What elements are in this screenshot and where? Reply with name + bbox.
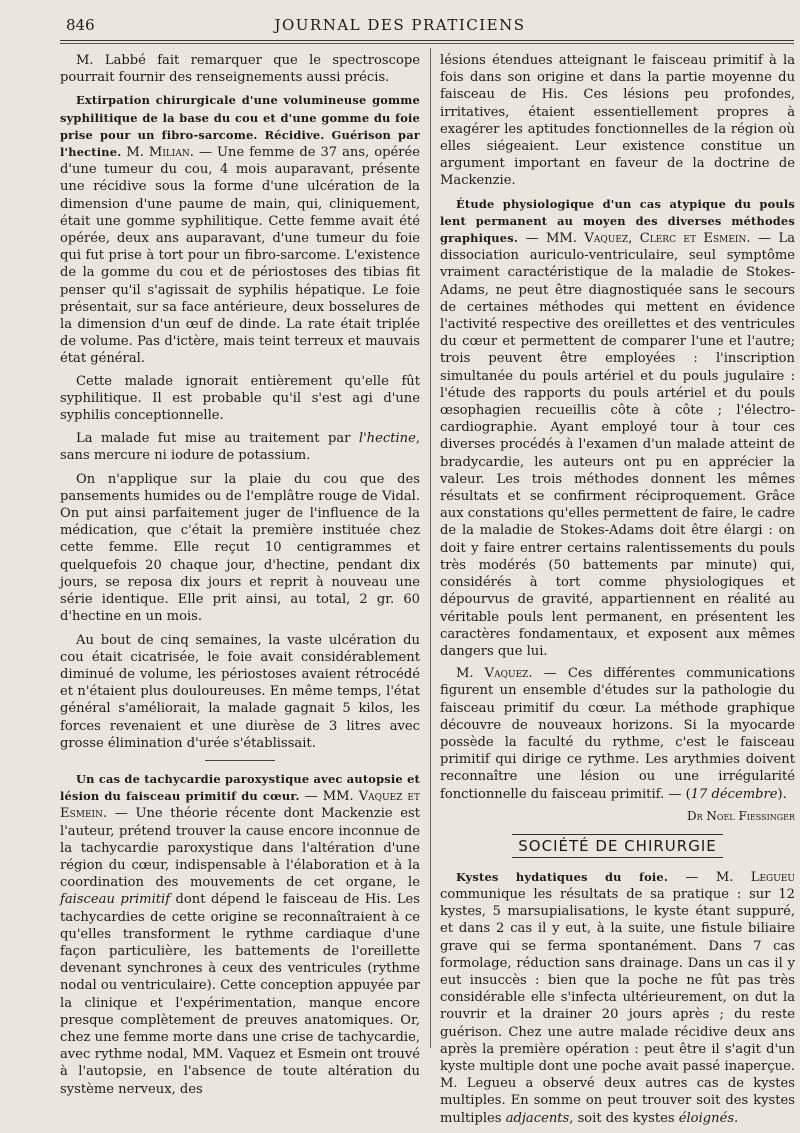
header-rule-thin	[60, 43, 794, 44]
traitement-paragraph	[60, 430, 420, 464]
kystes-author: — M. Legueu	[685, 869, 795, 885]
column-divider	[430, 48, 431, 1048]
ignorait-paragraph: Cette malade ignorait entièrement qu'elle fût syphilitique. Il est probable qu'il s'est agi d'une syphilis conceptionnelle.	[60, 373, 420, 424]
page-number: 846	[66, 16, 95, 34]
kystes-text-mid: , soit des kystes	[569, 1110, 679, 1126]
traitement-text-end: , sans mercure ni iodure de potassium.	[60, 431, 420, 464]
case2-continuation: lésions étendues atteignant le faisceau primitif à la fois dans son origine et dans la partie moyenne du faisceau de His. Ces lésions peu profondes, irritatives, étaient essentiellement propres à exagérer les aptitudes fonctionnelles de la région où elles siégeaient. Leur existence constitue un argument important en faveur de la doctrine de Mackenzie.	[440, 53, 795, 189]
vaquez-text-end: ).	[777, 786, 787, 802]
author-signature: Dr Noel Fiessinger	[686, 808, 795, 823]
right-column	[440, 52, 795, 1133]
cinq-semaines-paragraph: Au bout de cinq semaines, la vaste ulcération du cou était cicatrisée, le foie avait considérablement diminué de volume, les périostoses avaient rétrocédé et n'étaient plus douloureuses. En même temps, l'état général s'améliorait, la malade gagnait 5 kilos, les forces revenaient et une diurèse de 3 litres avec grosse élimination d'urée s'établissait.	[60, 632, 420, 751]
kystes-paragraph	[440, 869, 795, 1127]
journal-title: JOURNAL DES PRATICIENS	[274, 16, 526, 34]
case1-author: M. Milian.	[126, 145, 194, 161]
applique-paragraph: On n'applique sur la plaie du cou que des pansements humides ou de l'emplâtre rouge de Vidal. On put ainsi parfaitement juger de l'influence de la médication, que c'était la première instituée chez cette femme. Elle reçut 10 centigrammes et quelquefois 20 chaque jour, d'hectine, pendant dix jours, se reposa dix jours et reprit à nouveau une série identique. Elle prit ainsi, au total, 2 gr. 60 d'hectine en un mois.	[60, 471, 420, 625]
case2-text: — Une théorie récente dont Mackenzie est l'auteur, prétend trouver la cause encore inconnue de la tachycardie paroxystique dans l'altération d'une région du cœur, indispensable à l'élaboration et à la coordination des mouvements de cet organe, le	[60, 806, 420, 891]
kystes-text-end: .	[734, 1110, 739, 1126]
adjacents-italic: adjacents	[505, 1110, 570, 1126]
case1-paragraph	[60, 92, 420, 367]
header-rule	[60, 40, 794, 41]
vaquez-text: — Ces différentes communications figurent un ensemble d'études sur la pathologie du faisceau primitif du cœur. La méthode graphique découvre de nouveaux horizons. Si la myocarde possède la faculté du rythme, c'est le faisceau primitif qui dirige ce rythme. Les arythmies doivent reconnaître une lésion ou une irrégularité fonctionnelle du faisceau primitif. — (	[440, 666, 795, 802]
case3-text: — La dissociation auriculo-ventriculaire, seul symptôme vraiment caractéristique de la maladie de Stokes-Adams, ne peut être diagnostiquée sans le secours de certaines méthodes qui mettent en évidence l'activité respective des oreillettes et des ventricules du cœur et permettent de comparer l'une et l'autre; trois peuvent être employées : l'inscription simultanée du pouls artériel et du pouls jugulaire : l'étude des rapports du pouls artériel et du pouls œsophagien recueillis côte à côte ; l'électro-cardiographie. Ayant employé tour à tour ces diverses procédés à l'examen d'un malade atteint de bradycardie, les auteurs ont pu en apprécier la valeur. Les trois méthodes donnent les mêmes résultats et se confirment réciproquement. Grâce aux constations qu'elles permettent de faire, le cadre de la maladie de Stokes-Adams doit être élargi : on doit y faire entrer certains ralentissements du pouls très modérés (50 battements par minute) qui, considérés à tort comme physiologiques et dépourvus de gravité, appartiennent en réalité au véritable pouls lent permanent, en présentent les caractères fondamentaux, et exposent aux mêmes dangers que lui.	[440, 231, 796, 659]
case1-text: — Une femme de 37 ans, opérée d'une tumeur du cou, 4 mois auparavant, présente une récidive sous la forme d'une ulcération de la dimension d'une paume de main, qui, cliniquement, était une gomme syphilitique. Cette femme avait été opérée, deux ans auparavant, d'une tumeur du foie qui fut prise à tort pour un fibro-sarcome. L'existence de la gomme du cou et de périostoses des tibias fit penser qu'il s'agissait de syphilis hépatique. Le foie présentait, sur sa face antérieure, deux bosselures de la dimension d'un œuf de dinde. La rate était triplée de volume. Pas d'ictère, mais teint terreux et mauvais état général.	[60, 145, 420, 367]
left-column	[60, 52, 420, 1103]
section-title-text: SOCIÉTÉ DE CHIRURGIE	[512, 834, 722, 858]
kystes-heading: Kystes hydatiques du foie.	[456, 869, 669, 884]
case3-heading: Étude physiologique d'un cas atypique du pouls lent permanent au moyen des diverses méthodes graphiques.	[440, 196, 795, 246]
case2-heading: Un cas de tachycardie paroxystique avec autopsie et lésion du faisceau primitif du cœur.	[60, 771, 420, 804]
case1-heading: Extirpation chirurgicale d'une volumineuse gomme syphilitique de la base du cou et d'une gomme du foie prise pour un fibro-sarcome. Récidive. Guérison par l'hectine.	[60, 93, 420, 160]
case3-authors: — MM. Vaquez, Clerc et Esmein.	[525, 231, 751, 247]
eloignes-italic: éloignés	[678, 1110, 735, 1126]
vaquez-paragraph	[440, 665, 795, 803]
kystes-text: communique les résultats de sa pratique : sur 12 kystes, 5 marsupialisations, le kyste étant suppuré, et dans 2 cas il y eut, à la suite, une fistule biliaire grave qui se ferma spontanément. Dans 7 cas formolage, réduction sans drainage. Dans un cas il y eut insuccès : bien que la poche ne fût pas très considérable elle s'infecta ultérieurement, on dut la rouvrir et la drainer 20 jours après ; du reste guérison. Chez une autre malade récidive deux ans après la première opération : peut être il s'agit d'un kyste multiple dont une poche avait passé inaperçue. M. Legueu a observé deux autres cas de kystes multiples. En somme on peut trouver soit des kystes multiples	[440, 886, 795, 1126]
section-title	[440, 837, 795, 855]
traitement-text: La malade fut mise au traitement par	[76, 431, 359, 447]
case2-paragraph	[60, 771, 420, 1098]
case2-authors: — MM. Vaquez et Esmein.	[60, 789, 420, 822]
case2-text-rest: dont dépend le faisceau de His. Les tachycardies de cette origine se reconnaîtraient à ce qu'elles transforment le rythme cardiaque d'une façon particulière, les battements de l'oreillette devenant synchrones à ceux des ventricules (rythme nodal ou ventriculaire). Cette conception appuyée par la clinique et l'expérimentation, manque encore presque complètement de preuves anatomiques. Or, chez une femme morte dans une crise de tachycardie, avec rythme nodal, MM. Vaquez et Esmein ont trouvé à l'autopsie, en l'absence de toute altération du système nerveux, des	[60, 892, 420, 1097]
faisceau-italic: faisceau primitif	[60, 892, 171, 908]
section-separator	[205, 760, 275, 761]
labbe-paragraph: M. Labbé fait remarquer que le spectroscope pourrait fournir des renseignements aussi précis.	[60, 53, 420, 86]
case3-paragraph	[440, 196, 795, 660]
hectine-italic: l'hectine	[358, 431, 416, 447]
date-italic: 17 décembre	[690, 786, 778, 802]
vaquez-author: M. Vaquez.	[456, 666, 533, 682]
